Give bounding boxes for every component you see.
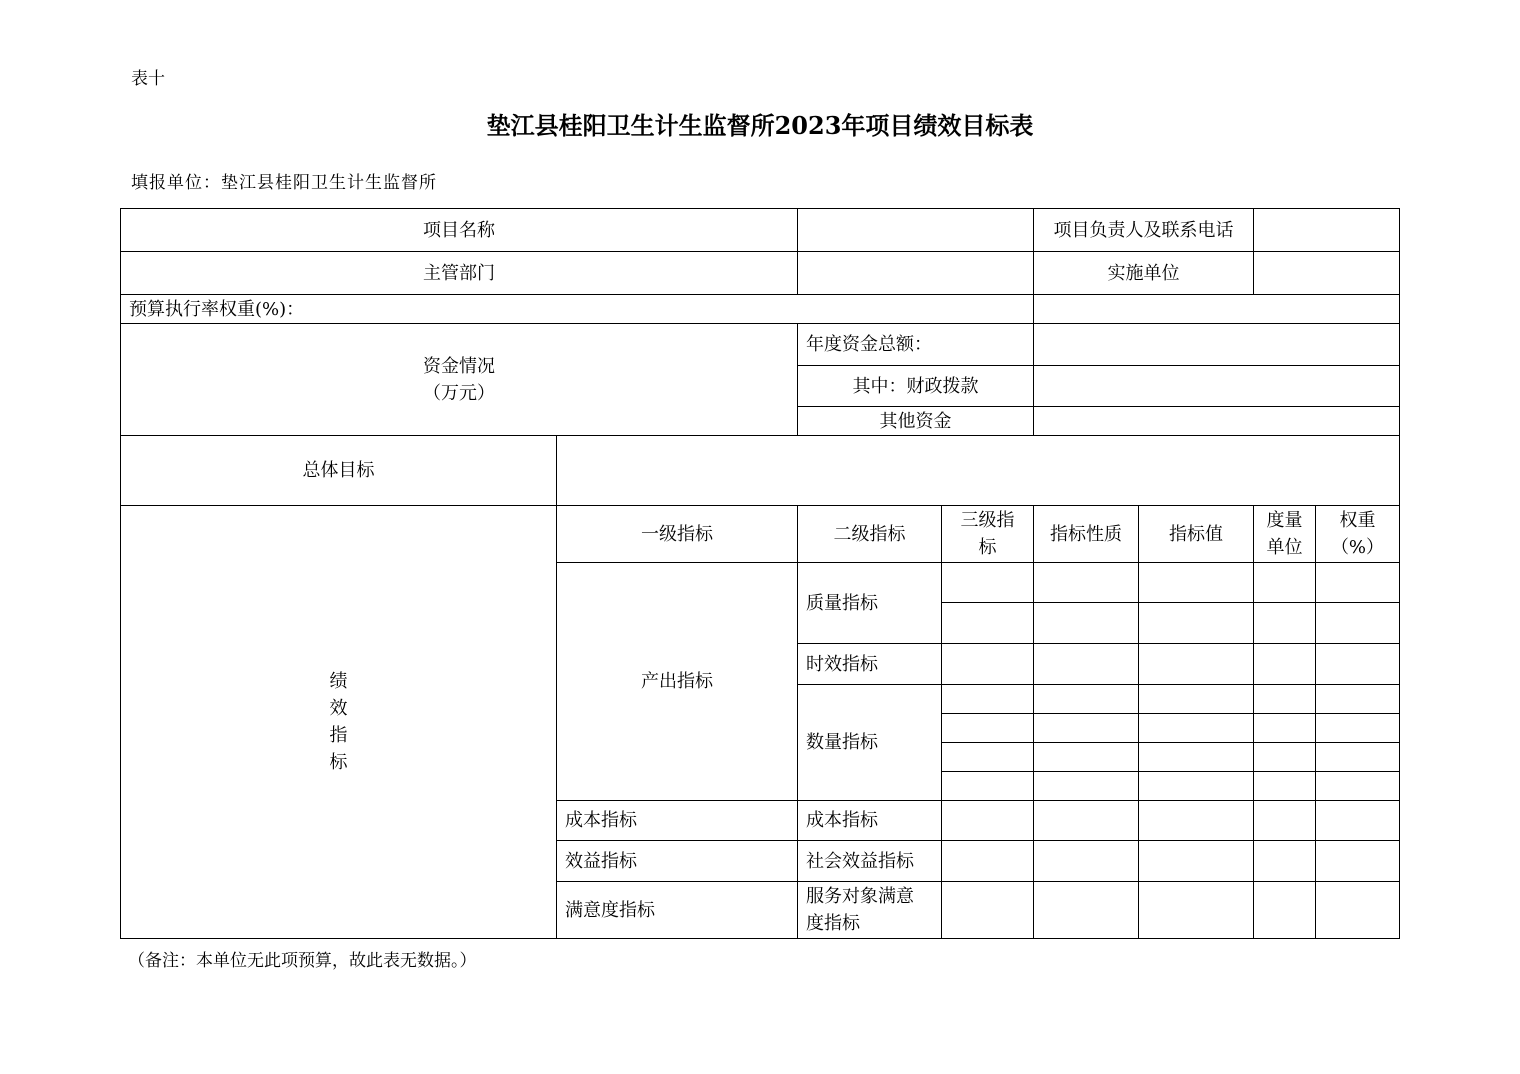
page-title: 垫江县桂阳卫生计生监督所2023年项目绩效目标表 [486,111,1034,140]
table-number-label: 表十 [131,69,165,89]
fiscal-value [1034,366,1400,407]
dept-label: 主管部门 [121,252,798,295]
table-cell [1034,743,1139,772]
benefit-indicator-l2: 社会效益指标 [798,841,942,882]
table-cell [1316,714,1400,743]
table-cell [1254,772,1316,801]
table-cell [1139,685,1254,714]
table-cell [1034,603,1139,644]
table-cell [1139,644,1254,685]
table-cell [1254,882,1316,939]
table-cell [942,801,1034,841]
header-weight [1316,506,1400,563]
table-cell [942,603,1034,644]
table-cell [942,841,1034,882]
table-cell [1254,714,1316,743]
perf-char: 指 [329,725,348,746]
perf-char: 标 [329,752,348,773]
header-nature: 指标性质 [1034,506,1139,563]
table-cell [1034,882,1139,939]
table-cell [942,685,1034,714]
table-cell [1316,644,1400,685]
other-funds-label: 其他资金 [798,407,1034,436]
table-cell [942,644,1034,685]
filling-unit: 填报单位：垫江县桂阳卫生计生监督所 [131,173,437,193]
header-unit-line1: 度量 [1266,510,1303,531]
table-cell [1139,714,1254,743]
funds-label-line2: （万元） [423,382,495,404]
table-cell [1316,685,1400,714]
fiscal-label: 其中：财政拨款 [798,366,1034,407]
table-cell [1254,563,1316,603]
project-name-label: 项目名称 [121,209,798,252]
header-level2: 二级指标 [798,506,942,563]
perf-char: 效 [329,698,348,719]
table-cell [1139,603,1254,644]
table-cell [1139,772,1254,801]
table-cell [1139,563,1254,603]
impl-unit-value [1254,252,1400,295]
contact-value [1254,209,1400,252]
satisfaction-indicator-l1: 满意度指标 [557,882,798,939]
satisfaction-l2-line2: 度指标 [806,913,860,934]
table-cell [1316,882,1400,939]
performance-indicators-label [121,506,557,939]
table-cell [1316,801,1400,841]
header-weight-line2: （%） [1330,537,1385,558]
table-cell [1139,801,1254,841]
table-cell [1034,841,1139,882]
impl-unit-label: 实施单位 [1034,252,1254,295]
quality-indicator-label: 质量指标 [798,563,942,644]
table-cell [1034,772,1139,801]
budget-rate-value [1034,295,1400,324]
table-cell [1316,563,1400,603]
header-unit-line2: 单位 [1266,537,1303,558]
header-level1: 一级指标 [557,506,798,563]
header-value: 指标值 [1139,506,1254,563]
funds-label-line1: 资金情况 [423,355,495,377]
header-unit [1254,506,1316,563]
table-cell [1254,841,1316,882]
annual-total-label: 年度资金总额： [798,324,1034,366]
table-cell [1316,743,1400,772]
table-cell [1034,685,1139,714]
table-cell [1254,743,1316,772]
perf-char: 绩 [329,671,348,692]
overall-goal-label: 总体目标 [121,436,557,506]
table-cell [1254,685,1316,714]
table-cell [1034,644,1139,685]
table-cell [1034,563,1139,603]
footnote: （备注：本单位无此项预算，故此表无数据。） [128,951,477,971]
dept-value [798,252,1034,295]
benefit-indicator-l1: 效益指标 [557,841,798,882]
annual-total-value [1034,324,1400,366]
table-cell [1316,772,1400,801]
table-cell [942,882,1034,939]
table-cell [1254,644,1316,685]
table-cell [1316,841,1400,882]
header-weight-line1: 权重 [1339,510,1376,531]
output-indicator-label: 产出指标 [557,563,798,801]
project-name-value [798,209,1034,252]
header-level3-line1: 三级指 [960,510,1015,531]
cost-indicator-l2: 成本指标 [798,801,942,841]
table-cell [1034,801,1139,841]
cost-indicator-l1: 成本指标 [557,801,798,841]
table-cell [942,563,1034,603]
satisfaction-indicator-l2 [798,882,942,939]
other-funds-value [1034,407,1400,436]
table-cell [942,714,1034,743]
table-cell [1139,882,1254,939]
satisfaction-l2-line1: 服务对象满意 [806,886,914,907]
timeliness-indicator-label: 时效指标 [798,644,942,685]
table-cell [1316,603,1400,644]
header-level3 [942,506,1034,563]
budget-rate-label: 预算执行率权重(%)： [121,295,1034,324]
table-cell [942,772,1034,801]
overall-goal-value [557,436,1400,506]
table-cell [1034,714,1139,743]
table-cell [1139,841,1254,882]
table-cell [1139,743,1254,772]
funds-label [121,324,798,436]
table-cell [1254,801,1316,841]
table-cell [942,743,1034,772]
header-level3-line2: 标 [978,537,997,558]
quantity-indicator-label: 数量指标 [798,685,942,801]
table-cell [1254,603,1316,644]
performance-target-table [120,208,1400,939]
contact-label: 项目负责人及联系电话 [1034,209,1254,252]
